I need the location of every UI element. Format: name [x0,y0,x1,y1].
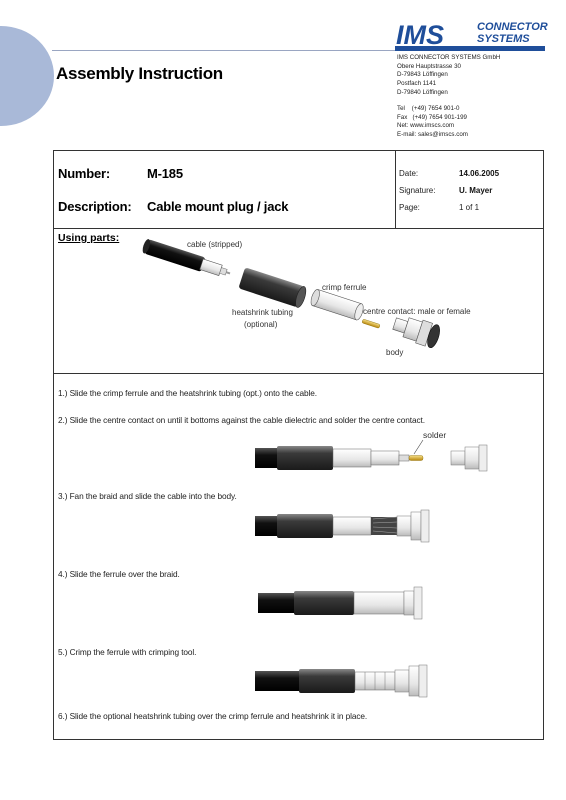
decorative-circle [0,26,54,126]
label-solder: solder [423,430,447,440]
company-contacts [397,105,468,140]
contact-web: Net: www.imscs.com [397,122,455,130]
body-part [391,312,442,349]
label-crimp-ferrule: crimp ferrule [322,283,367,292]
number-value: M-185 [147,166,183,181]
description-value: Cable mount plug / jack [147,199,289,214]
contact-fax: Fax (+49) 7654 901-199 [397,113,467,121]
description-label: Description: [58,199,132,214]
date-label: Date: [399,169,419,178]
page-label: Page: [399,203,420,212]
divider [53,228,544,229]
logo-line1: CONNECTOR [477,21,548,33]
heatshrink-part [238,267,308,308]
contact-tel: Tel (+49) 7654 901-0 [397,105,460,112]
company-address [397,54,500,98]
centre-contact-part [362,319,380,328]
step-2: 2.) Slide the centre contact on until it bottoms against the cable dielectric and solder the centre contact. [58,415,425,425]
address-city: D-79843 Löffingen [397,71,448,79]
contact-email: E-mail: sales@imscs.com [397,131,468,139]
logo-line2: SYSTEMS [477,33,530,45]
signature-label: Signature: [399,186,436,195]
number-label: Number: [58,166,111,181]
crimp-ferrule-part [309,288,365,321]
signature-value: U. Mayer [459,186,493,195]
step-3-illustration [255,506,435,546]
step-3: 3.) Fan the braid and slide the cable into the body. [58,491,237,501]
label-heatshrink-optional: (optional) [244,320,278,329]
step-5: 5.) Crimp the ferrule with crimping tool. [58,647,197,657]
label-centre-contact: centre contact: male or female [363,307,471,316]
cable-part [141,238,232,280]
divider [53,373,544,374]
logo-mark: IMS [396,20,445,50]
address-pobox-city: D-79840 Löffingen [397,88,448,96]
label-cable: cable (stripped) [187,240,243,249]
step-6: 6.) Slide the optional heatshrink tubing over the crimp ferrule and heatshrink it in place. [58,711,368,721]
company-logo [395,18,548,52]
label-heatshrink: heatshrink tubing [232,308,293,317]
step-4: 4.) Slide the ferrule over the braid. [58,569,180,579]
address-pobox: Postfach 1141 [397,80,437,88]
parts-heading: Using parts: [58,232,120,244]
address-street: Obere Hauptstrasse 30 [397,62,461,70]
company-name: IMS CONNECTOR SYSTEMS GmbH [397,54,501,61]
page-title: Assembly Instruction [56,64,223,83]
date-value: 14.06.2005 [459,169,500,178]
parts-illustration [140,236,460,366]
divider [395,150,396,228]
step-5-illustration [255,661,435,701]
step-4-illustration [258,583,438,623]
label-body: body [386,348,404,357]
step-2-illustration [255,438,490,478]
step-1: 1.) Slide the crimp ferrule and the heatshrink tubing (opt.) onto the cable. [58,388,317,398]
page-value: 1 of 1 [459,203,480,212]
